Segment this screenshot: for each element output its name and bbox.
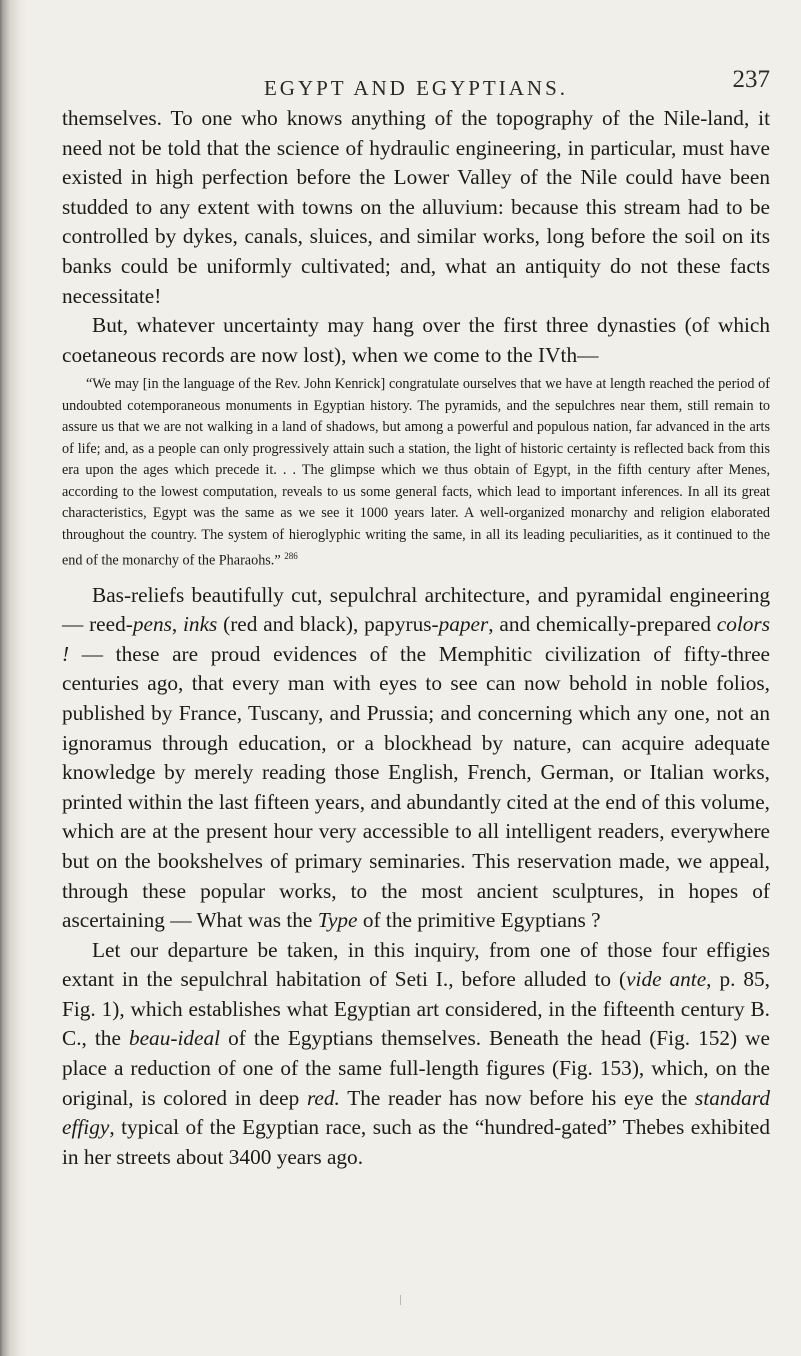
footnote-reference: 286 <box>284 551 298 562</box>
p3-italic-colors: colors ! <box>62 612 771 666</box>
p3-italic-type: Type <box>317 908 358 933</box>
paragraph-1: themselves. To one who knows anything of the topography of the Nile-land, it need not be told that the science of hydraulic engineering, in particular, must have existed in high perfection before the Lower Valley of the Nile could have been studded to any extent with towns on the alluvium: because this stream had to be controlled by dykes, canals, sluices, and similar works, long before the soil on its banks could be uniformly cultivated; and, what an antiquity do not these facts necessitate! <box>62 106 770 308</box>
p3-italic-paper: paper <box>438 612 489 637</box>
p4-text-b: , p. 85, Fig. 1), which establishes what Egyptian art considered, in the fifteenth century <box>62 967 770 1021</box>
running-title: EGYPT AND EGYPTIANS. <box>263 76 569 100</box>
paragraph-4 <box>62 936 770 1173</box>
p3-text-b: , <box>171 612 184 637</box>
p4-text-d: of the Egyptians themselves. Beneath the head (Fig. 152) we place a reduction of one of the same full-length figures (Fig. 153), which, on the original, is colored in deep <box>62 1026 770 1110</box>
page-mark <box>400 1295 407 1305</box>
p4-text-f: , typical of the Egyptian race, such as the “hundred-gated” Thebes exhibited in her streets about 3400 years ago. <box>62 1115 770 1169</box>
paragraph-2: But, whatever uncertainty may hang over the first three dynasties (of which coetaneous records are now lost), when we come to the IVth— <box>62 313 770 367</box>
quote-text: “We may [in the language of the Rev. John Kenrick] congratulate ourselves that we have at length reached the period of undoubted cotemporaneous monuments in Egyptian history. The pyramids, and the sepulchres near them, still remain to assure us that we are not walking in a land of shadows, but among a powerful and populous nation, far advanced in the arts of life; and, as a people can only progressively attain such a station, the light of historic certainty is reflected back from this era upon the ages which precede it. . . The glimpse which we thus obtain of Egypt, in the fifth century after Menes, according to the lowest computation, reveals to us some general facts, which lead to important inferences. In all its great characteristics, Egypt was the same as we see it 1000 years later. A well-organized monarchy and religion elaborated throughout the country. The system of hieroglyphic writing the same, in all its leading peculiarities, as it continued to the end of the monarchy of the Pharaohs.” <box>62 376 770 570</box>
p4-italic-standard-effigy: standard effigy <box>62 1085 770 1140</box>
book-gutter-shadow <box>0 0 26 1356</box>
p3-text-f: of the primitive Egyptians ? <box>357 908 601 933</box>
p4-italic-vide-ante: vide ante <box>626 967 707 992</box>
book-page <box>62 0 770 1172</box>
p3-text-e: — these are proud evidences of the Memphitic civilization of fifty-three centuries ago, that every man with eyes to see can now behold in noble folios, published by France, Tuscany, and Prussia; and concerning which any one, not an ignoramus through education, or a blockhead by nature, can acquire adequate knowledge by merely reading those English, French, German, or Italian works, printed within the last fifteen years, and abundantly cited at the end of this volume, which are at the present hour very accessible to all intelligent readers, everywhere but on the bookshelves of primary seminaries. This reservation made, we appeal, through these popular works, to the most ancient sculptures, in hopes of ascertaining — What was the <box>62 641 770 933</box>
block-quote <box>62 374 770 572</box>
p4-text-e: The reader has now before his eye the <box>339 1085 696 1110</box>
p4-italic-red: red. <box>306 1085 340 1110</box>
p4-text-c: , the <box>81 1026 129 1051</box>
p3-text-a: Bas-reliefs beautifully cut, sepulchral architecture, and pyramidal engineering — reed- <box>62 582 770 637</box>
p3-text-c: (red and black), papyrus- <box>217 612 439 637</box>
page-number: 237 <box>732 66 770 93</box>
p3-text-d: , and chemically-prepared <box>488 612 717 637</box>
p3-italic-pens: pens <box>132 612 172 637</box>
running-head <box>62 0 770 104</box>
p3-italic-inks: inks <box>183 612 218 637</box>
p4-bc: B. C. <box>62 996 770 1051</box>
p4-text-a: Let our departure be taken, in this inquiry, from one of those four effigies extant in the sepulchral habitation of Seti I., before alluded to ( <box>62 937 770 992</box>
paragraph-3 <box>62 581 770 936</box>
p4-italic-beau-ideal: beau-ideal <box>128 1026 221 1051</box>
